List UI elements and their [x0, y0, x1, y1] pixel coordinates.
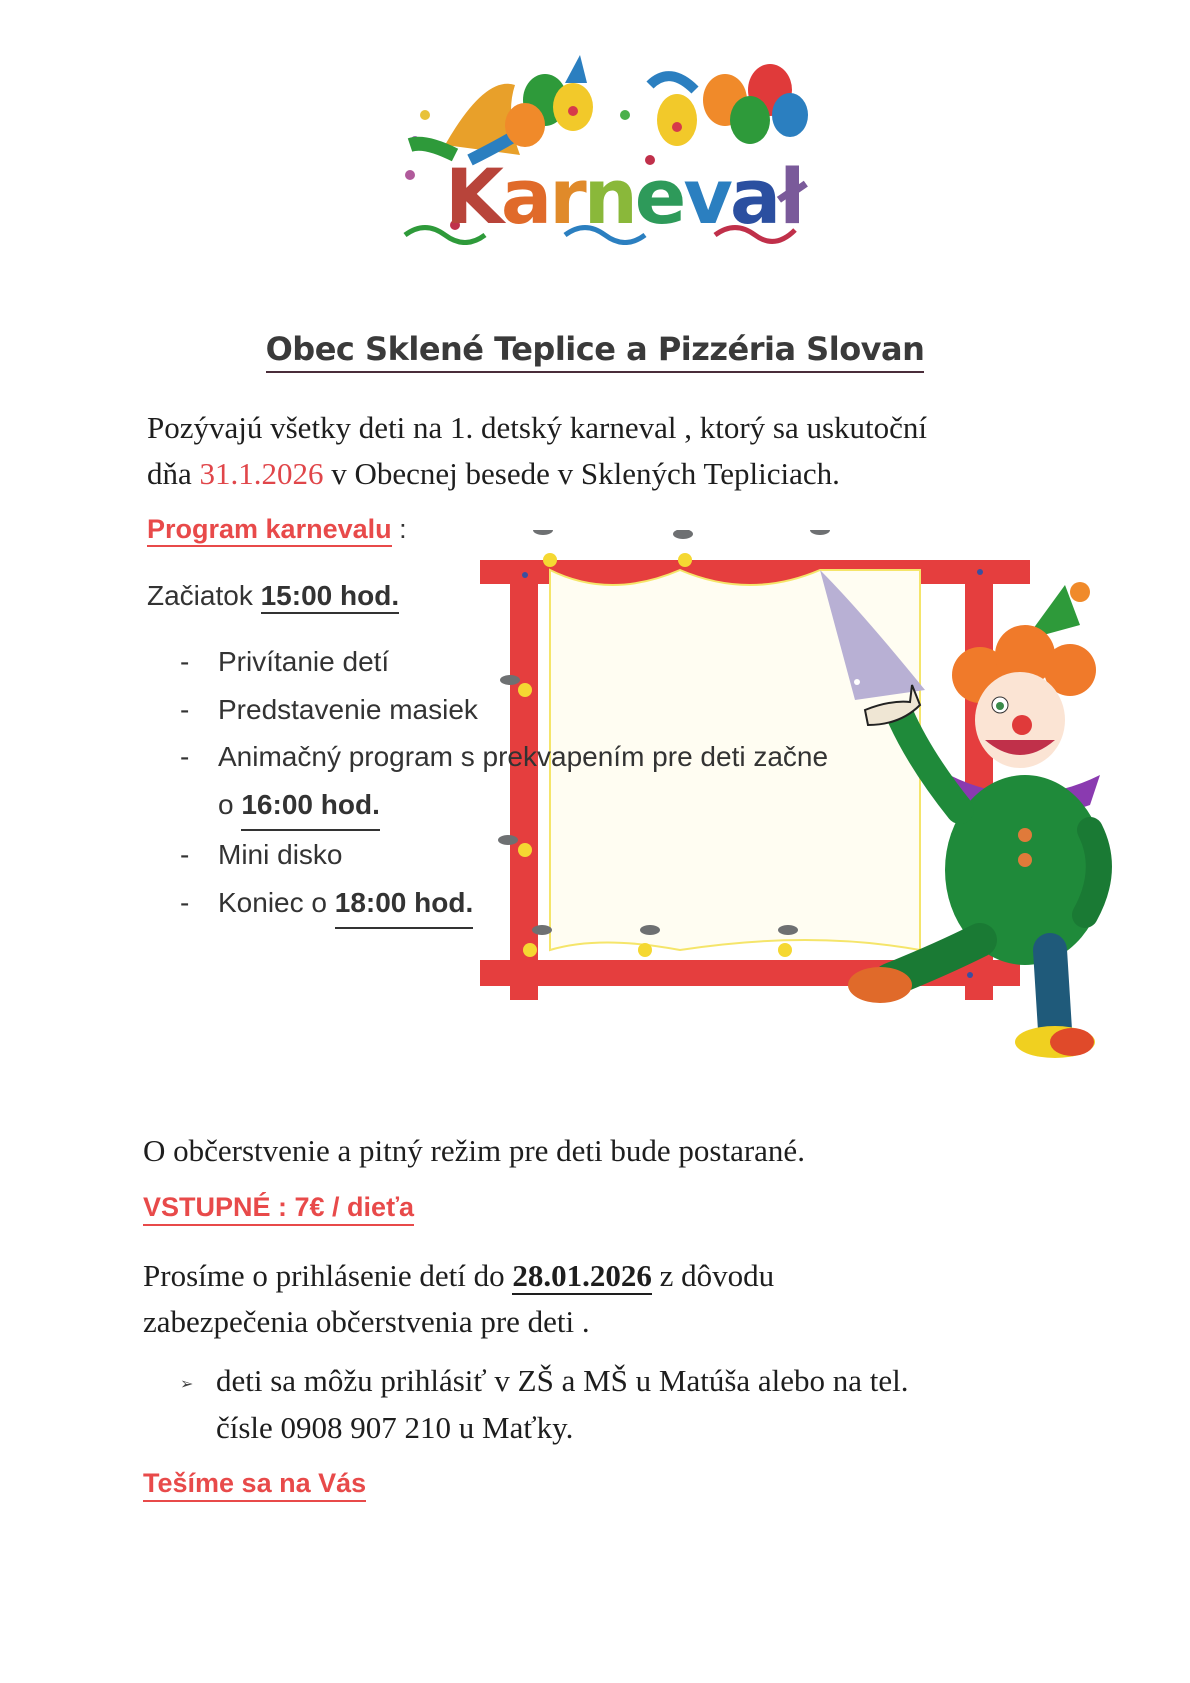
intro-suffix: v Obecnej besede v Sklených Tepliciach. [323, 456, 840, 491]
program-item-text: Animačný program s prekvapením pre deti začne [218, 741, 829, 772]
registration-prefix: Prosíme o prihlásenie detí do [143, 1258, 513, 1293]
program-heading-colon: : [391, 514, 407, 544]
program-heading-label: Program karnevalu [147, 514, 392, 547]
start-time: 15:00 hod. [261, 580, 399, 614]
registration-suffix: z dôvodu [651, 1258, 775, 1293]
end-time: 18:00 hod. [335, 879, 473, 930]
program-item-prefix: o [218, 788, 234, 820]
dash-bullet: - [180, 646, 190, 677]
registration-deadline: 28.01.2026 [512, 1258, 652, 1293]
program-item [180, 638, 828, 686]
intro-line-1: Pozývajú všetky deti na 1. detský karneval , ktorý sa uskutoční [147, 410, 928, 445]
program-list [180, 638, 828, 929]
program-item-continuation [180, 781, 828, 832]
program-item-text: Privítanie detí [218, 646, 390, 677]
entry-fee: VSTUPNÉ : 7€ / dieťa [143, 1192, 414, 1226]
animation-time: 16:00 hod. [241, 781, 379, 832]
intro-paragraph [147, 405, 1087, 497]
program-item-text: Mini disko [218, 839, 343, 870]
event-date: 31.1.2026 [199, 456, 324, 491]
closing-line: Tešíme sa na Vás [143, 1468, 366, 1502]
contact-line-1: deti sa môžu prihlásiť v ZŠ a MŠ u Matúša alebo na tel. [216, 1363, 909, 1398]
program-item [180, 831, 828, 879]
registration-paragraph [143, 1253, 1043, 1345]
program-item-prefix: Koniec o [218, 886, 327, 918]
program-item-text: Predstavenie masiek [218, 693, 478, 725]
registration-line-2: zabezpečenia občerstvenia pre deti . [143, 1304, 590, 1339]
refreshments-note: O občerstvenie a pitný režim pre deti bude postarané. [143, 1133, 805, 1168]
registration-line-1 [143, 1253, 1043, 1299]
program-start [147, 580, 399, 612]
contact-line-2: čísle 0908 907 210 u Maťky. [216, 1410, 574, 1445]
contact-text [216, 1357, 909, 1451]
start-label: Začiatok [147, 580, 261, 611]
svg-text:Karnevał: Karnevał [445, 152, 804, 241]
dash-bullet: - [180, 839, 190, 870]
program-heading [147, 514, 407, 545]
contact-bullet [180, 1357, 909, 1451]
program-item [180, 686, 828, 734]
dash-bullet: - [180, 693, 190, 725]
program-item [180, 879, 828, 930]
karneval-logo-icon [395, 45, 815, 245]
page-title [0, 330, 1190, 368]
intro-prefix: dňa [147, 456, 200, 491]
arrow-bullet-icon: ➢ [180, 1376, 194, 1393]
intro-line-2 [147, 451, 1087, 497]
dash-bullet: - [180, 886, 190, 918]
program-item [180, 733, 828, 781]
title-text: Obec Sklené Teplice a Pizzéria Slovan [266, 330, 925, 373]
dash-bullet: - [180, 741, 190, 772]
